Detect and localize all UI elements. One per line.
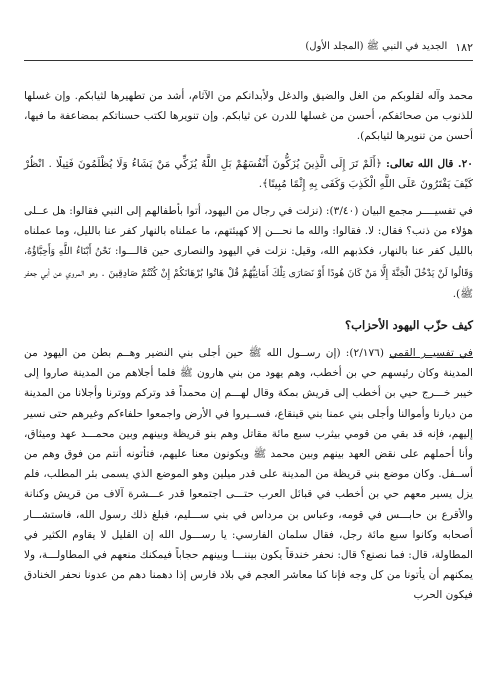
running-header bbox=[24, 40, 473, 54]
document-body bbox=[24, 86, 473, 606]
quran-verse: ﴿أَلَمْ تَرَ إِلَى الَّذِينَ يُزَكُّونَ أَنْفُسَهُمْ بَلِ اللَّهُ يُزَكِّي مَنْ يَشَاءُ وَلَا يُظْلَمُونَ فَتِيلًا . انْظُرْ كَيْفَ يَفْتَرُونَ عَلَى اللَّهِ الْكَذِبَ وَكَفَى بِهِ إِثْمًا مُبِينًا﴾. bbox=[24, 157, 473, 190]
tafsir-majma-end: . وهو المروي عن أبي جعفر ﷺ). bbox=[24, 266, 473, 300]
tafsir-majma-text: في تفسيــــر مجمع البيان (٣/٤٠): (نزلت في رجال من اليهود، أتوا بأطفالهم إلى النبي فقالوا: هل عــلى هؤلاء من ذنب؟ فقال: لا. فقالوا: والله ما نحـــن إلا كهيئتهم، ما عملناه بالنهار كفر عنا بالليل، وما عملناه بالليل كفر عنا بالنهار، فكذبهم الله، وقيل: نزلت في اليهود والنصارى حين قالـــوا: bbox=[24, 205, 474, 258]
book-title: الجديد في النبي ﷺ (المجلد الأول) bbox=[305, 41, 448, 52]
document-page bbox=[24, 0, 473, 695]
section-heading: كيف حزّب اليهود الأحزاب؟ bbox=[344, 318, 473, 333]
paragraph-continuation: محمد وآله لقلوبكم من الغل والضيق والدغل ولأبدانكم من الآثام، أشد من تطهيرها لثيابكم. وإن غسلها للذنوب من صحائفكم، أحسن من غسلها للدرن عن ثيابكم. وإن تنويرها لكتب حسناتكم بمضاعفة ما فيها، أحسن من تنويرها لثيابكم). bbox=[24, 90, 473, 143]
quoted-verse: نَحْنُ أَبْنَاءُ اللَّهِ وَأَحِبَّاؤُهُ، وَقَالُوا لَنْ يَدْخُلَ الْجَنَّةَ إِلَّا مَنْ كَانَ هُودًا أَوْ نَصَارَى تِلْكَ أَمَانِيُّهُمْ قُلْ هَاتُوا بُرْهَانَكُمْ إِنْ كُنْتُمْ صَادِقِينَ bbox=[24, 246, 473, 279]
verse-number-label: ٢٠. قال الله تعالى: bbox=[386, 157, 473, 170]
verse-paragraph bbox=[24, 154, 473, 194]
source-label: في تفسيــر القمي bbox=[389, 347, 473, 360]
tafsir-majma-paragraph bbox=[24, 201, 473, 304]
tafsir-qummi-paragraph bbox=[24, 343, 473, 606]
tafsir-qummi-text: (٢/١٧٦): (إن رســول الله ﷺ حين أجلى بني النضير وهــم بطن من اليهود من المدينة وكان رئيسهم حي بن أخطب، وهم يهود من بني هارون ﷺ فلما أجلاهم من المدينة صاروا إلى خيبر خـــرج حيي بن أخطب إلى قريش بمكة وقال لهـــم إن محمداً قد وتركم ووترنا وأجلانا من المدينة من ديارنا وأموالنا وأجلى بني عمنا بني قينقاع، فســيروا في الأرض واجمعوا حلفاءكم وغيرهم حتى نسير إليهم، فإنه قد بقي من قومي بيثرب سبع مائة مقاتل وهم بنو قريظة وبينهم وبين محمـــد عهد وميثاق، وأنا أحملهم على نقض العهد بينهم وبين محمد ﷺ ويكونون معنا عليهم، فتأتونه أنتم من فوق وهم من أســفل. وكان موضع بني قريظة من المدينة على قدر ميلين وهو الموضع الذي يسمى بئر المطلب، فلم يزل يسير معهم حي بن أخطب في قبائل العرب حتـــى اجتمعوا قدر عـــشرة آلاف من قريش وكنانة والأقرع بن حابـــس في قومه، وعباس بن مرداس في بني ســـليم، فبلغ ذلك رسول الله، فاستشـــار أصحابه وكانوا سبع مائة رجل، فقال سلمان الفارسي: يا رســـول الله إن القليل لا يقاوم الكثير في المطاولة، قال: فما نصنع؟ قال: نحفر خندقاً يكون بيننـــا وبينهم حجاباً فيمكنك منعهم في المطاولـــة، ولا يمكنهم أن يأتونا من كل وجه فإنا كنا معاشر العجم في بلاد فارس إذا دهمنا دهم من عدونا نحفر الخنادق فيكون الحرب bbox=[24, 347, 473, 602]
header-divider bbox=[24, 60, 473, 61]
page-number: ١٨٢ bbox=[455, 40, 473, 54]
